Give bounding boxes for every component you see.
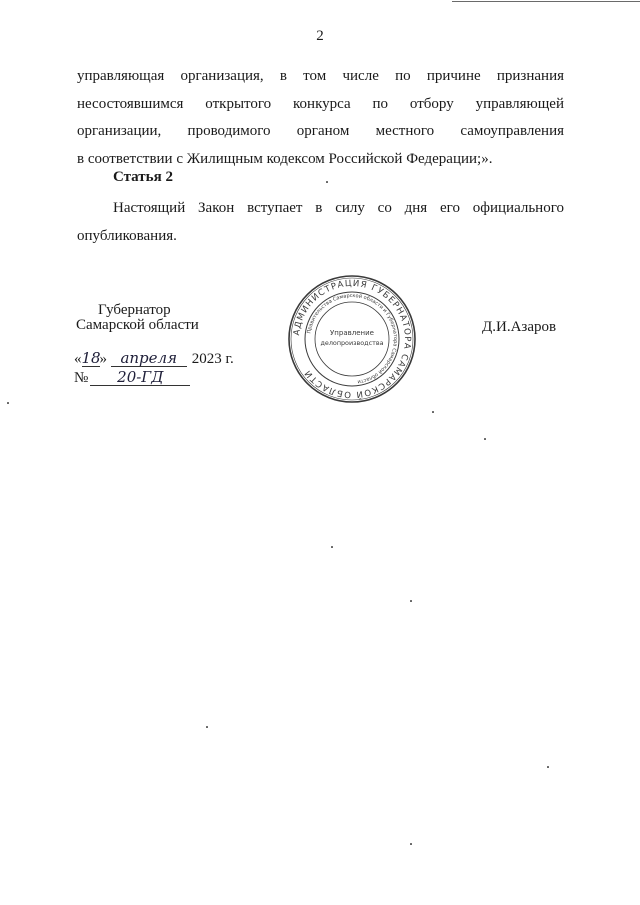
date-open-quote: « [74, 351, 82, 367]
official-seal-stamp [286, 273, 418, 405]
scan-speck [331, 546, 333, 548]
scan-speck [484, 438, 486, 440]
seal-center-line-2: делопроизводства [320, 339, 384, 347]
article-heading: Статья 2 [113, 169, 173, 185]
law-number-handwritten: 20-ГД [90, 370, 190, 386]
signatory-title-line-1: Губернатор [98, 302, 171, 318]
scan-speck [7, 402, 9, 404]
paragraph-2-line: опубликования. [77, 227, 177, 244]
date-year: 2023 г. [191, 351, 234, 367]
scan-speck [432, 411, 434, 413]
signatory-name: Д.И.Азаров [482, 319, 557, 335]
seal-ring-text: АДМИНИСТРАЦИЯ ГУБЕРНАТОРА САМАРСКОЙ ОБЛАСТИ [292, 278, 413, 400]
date-month-handwritten: апреля [111, 351, 187, 367]
paragraph-1 [77, 63, 564, 173]
seal-inner-ring-text: Правительства Самарской области и Губернатора Самарской области [306, 292, 399, 385]
paragraph-1-line: управляющая организация, в том числе по причине признания [77, 68, 564, 84]
scan-speck [410, 843, 412, 845]
signing-date [74, 351, 234, 368]
date-close-quote: » [99, 351, 107, 367]
paragraph-2 [77, 195, 564, 250]
seal-center-line-1: Управление [330, 329, 374, 337]
paragraph-1-line: в соответствии с Жилищным кодексом Российской Федерации;». [77, 150, 493, 167]
page-number: 2 [316, 28, 324, 44]
paragraph-1-line: несостоявшимся открытого конкурса по отбору управляющей [77, 95, 564, 112]
number-sign: № [74, 370, 89, 386]
signatory-title-line-2: Самарской области [76, 317, 199, 333]
scan-speck [410, 600, 412, 602]
scan-speck [206, 726, 208, 728]
paragraph-2-line: Настоящий Закон вступает в силу со дня его официального [113, 200, 564, 216]
scan-speck [326, 181, 328, 183]
law-number [74, 370, 190, 387]
paragraph-1-line: организации, проводимого органом местного самоуправления [77, 123, 564, 139]
scan-speck [547, 766, 549, 768]
top-rule [452, 1, 640, 2]
date-day-handwritten: 18 [81, 349, 101, 367]
